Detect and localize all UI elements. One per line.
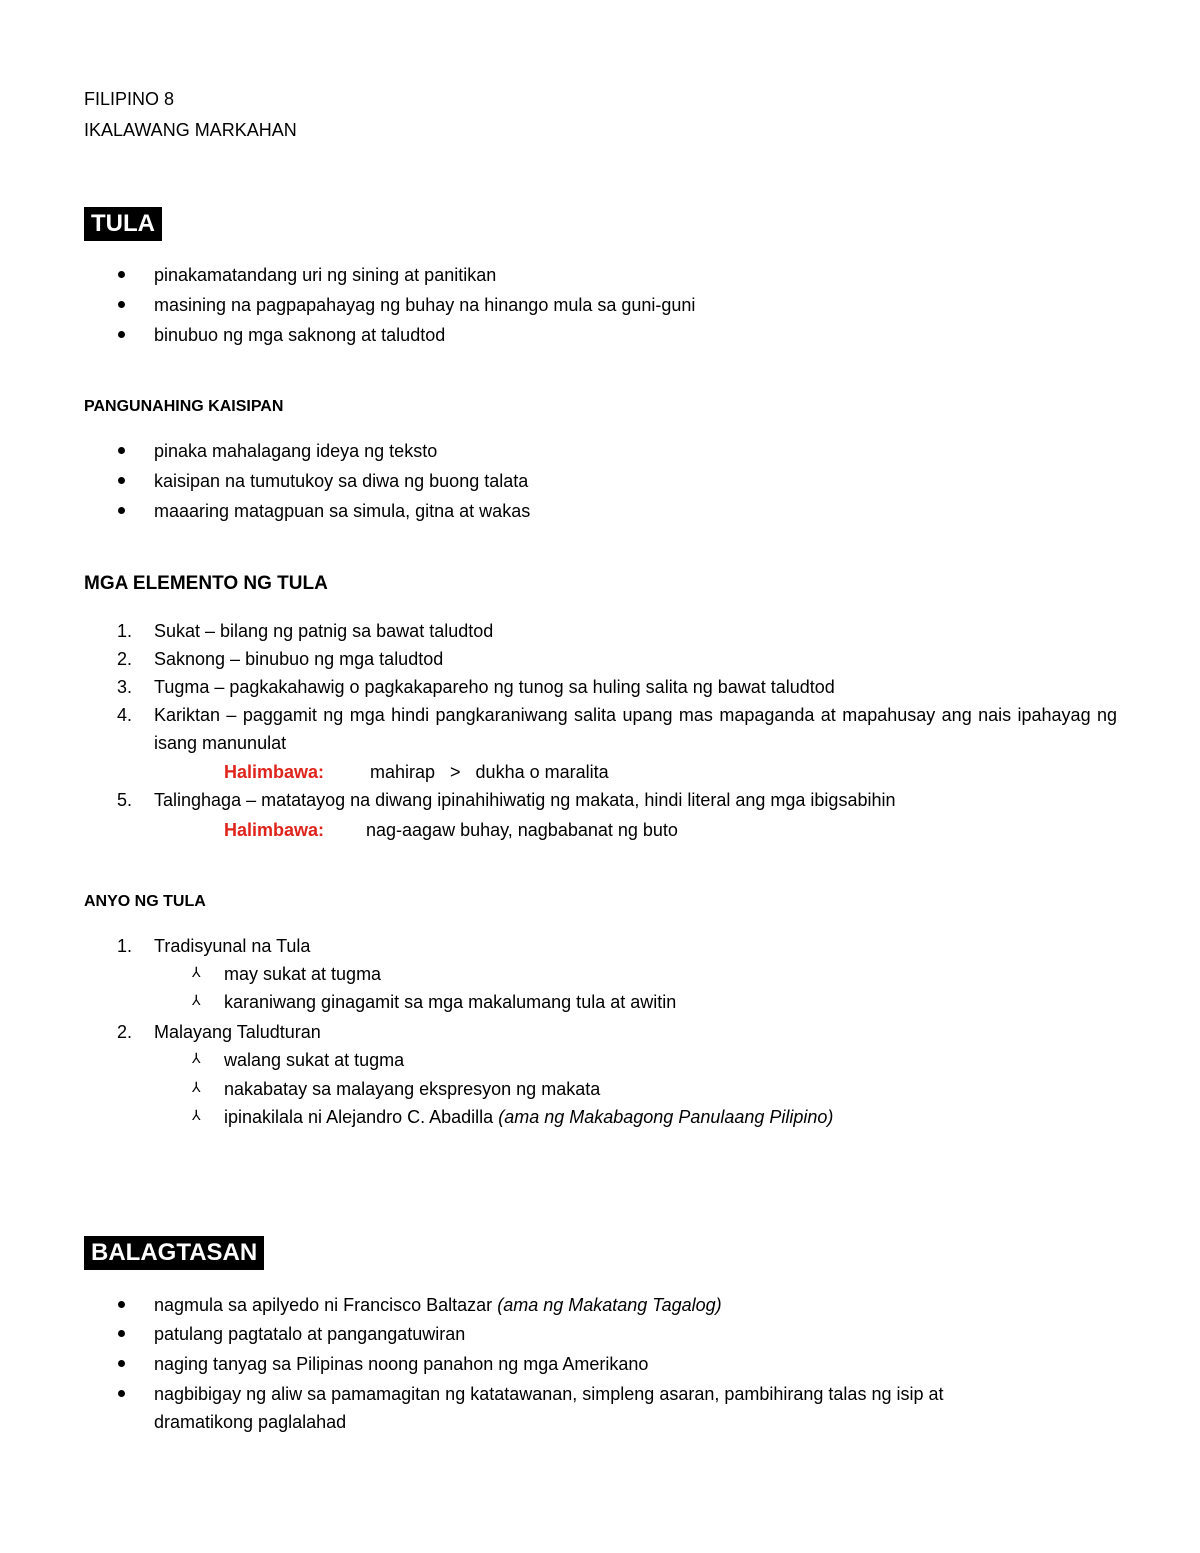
tula-heading: TULA — [84, 207, 162, 241]
elemento-heading: MGA ELEMENTO NG TULA — [84, 573, 328, 594]
list-number: 1. — [117, 936, 133, 956]
elemento-item-1: Sukat – bilang ng patnig sa bawat taludtod — [154, 621, 494, 641]
abadilla-text: ipinakilala ni Alejandro C. Abadilla — [224, 1107, 494, 1127]
arrowhead-bullet-icon: ⅄ — [192, 993, 201, 1009]
arrowhead-bullet-icon: ⅄ — [192, 1080, 201, 1096]
list-number: 4. — [117, 705, 133, 725]
example-label: Halimbawa: — [224, 820, 325, 840]
elemento-item-3: Tugma – pagkakahawig o pagkakapareho ng tunog sa huling salita ng bawat taludtod — [154, 677, 835, 697]
pangunahing-bullet-1: pinaka mahalagang ideya ng teksto — [154, 441, 438, 461]
bullet-icon — [118, 1330, 125, 1337]
anyo-sub-item: nakabatay sa malayang ekspresyon ng makata — [224, 1079, 601, 1099]
subject-title: FILIPINO 8 — [84, 89, 175, 109]
anyo-item-2: Malayang Taludturan — [154, 1022, 321, 1042]
pangunahing-heading: PANGUNAHING KAISIPAN — [84, 398, 284, 415]
tula-bullet-2: masining na pagpapahayag ng buhay na hinango mula sa guni-guni — [154, 295, 696, 315]
list-number: 2. — [117, 649, 133, 669]
balagtasan-bullet-1 — [154, 1294, 722, 1316]
quarter-title: IKALAWANG MARKAHAN — [84, 120, 297, 140]
pangunahing-bullet-3: maaaring matagpuan sa simula, gitna at wakas — [154, 501, 531, 521]
tula-bullet-3: binubuo ng mga saknong at taludtod — [154, 325, 446, 345]
bullet-icon — [118, 477, 125, 484]
anyo-item-1: Tradisyunal na Tula — [154, 936, 311, 956]
bullet-icon — [118, 271, 125, 278]
example-text: mahirap > dukha o maralita — [370, 762, 609, 782]
bullet-icon — [118, 331, 125, 338]
anyo-sub-item: may sukat at tugma — [224, 964, 382, 984]
balagtasan-bullet-3: naging tanyag sa Pilipinas noong panahon ng mga Amerikano — [154, 1354, 649, 1374]
bullet-icon — [118, 301, 125, 308]
pangunahing-bullet-2: kaisipan na tumutukoy sa diwa ng buong talata — [154, 471, 529, 491]
bullet-icon — [118, 507, 125, 514]
balagtasan-bullet-4-line-2: dramatikong paglalahad — [154, 1412, 347, 1432]
abadilla-note: (ama ng Makabagong Panulaang Pilipino) — [498, 1107, 834, 1127]
bullet-icon — [118, 1301, 125, 1308]
tula-bullet-1: pinakamatandang uri ng sining at panitikan — [154, 265, 497, 285]
list-number: 5. — [117, 790, 133, 810]
anyo-sub-item-abadilla — [224, 1106, 833, 1128]
list-number: 2. — [117, 1022, 133, 1042]
anyo-sub-item: karaniwang ginagamit sa mga makalumang tula at awitin — [224, 992, 677, 1012]
anyo-sub-item: walang sukat at tugma — [224, 1050, 405, 1070]
elemento-item-5: Talinghaga – matatayog na diwang ipinahihiwatig ng makata, hindi literal ang mga ibigsabihin — [154, 790, 896, 810]
bullet-icon — [118, 1360, 125, 1367]
elemento-item-2: Saknong – binubuo ng mga taludtod — [154, 649, 444, 669]
example-text: nag-aagaw buhay, nagbabanat ng buto — [366, 820, 678, 840]
balagtasan-bullet-2: patulang pagtatalo at pangangatuwiran — [154, 1324, 466, 1344]
bullet-icon — [118, 1390, 125, 1397]
list-number: 3. — [117, 677, 133, 697]
balagtasan-heading: BALAGTASAN — [84, 1236, 264, 1270]
example-label: Halimbawa: — [224, 762, 325, 782]
anyo-heading: ANYO NG TULA — [84, 893, 206, 910]
arrowhead-bullet-icon: ⅄ — [192, 1108, 201, 1124]
balagtasan-bullet-1-text: nagmula sa apilyedo ni Francisco Baltazar — [154, 1295, 493, 1315]
list-number: 1. — [117, 621, 133, 641]
elemento-item-4: Kariktan – paggamit ng mga hindi pangkaraniwang salita upang mas mapaganda at mapahusay ang nais ipahayag ng isang manunulat — [154, 705, 1117, 753]
balagtasan-bullet-4-line-1: nagbibigay ng aliw sa pamamagitan ng katatawanan, simpleng asaran, pambihirang talas ng isip at — [154, 1384, 944, 1404]
balagtasan-bullet-1-note: (ama ng Makatang Tagalog) — [497, 1295, 722, 1315]
bullet-icon — [118, 447, 125, 454]
arrowhead-bullet-icon: ⅄ — [192, 965, 201, 981]
arrowhead-bullet-icon: ⅄ — [192, 1051, 201, 1067]
